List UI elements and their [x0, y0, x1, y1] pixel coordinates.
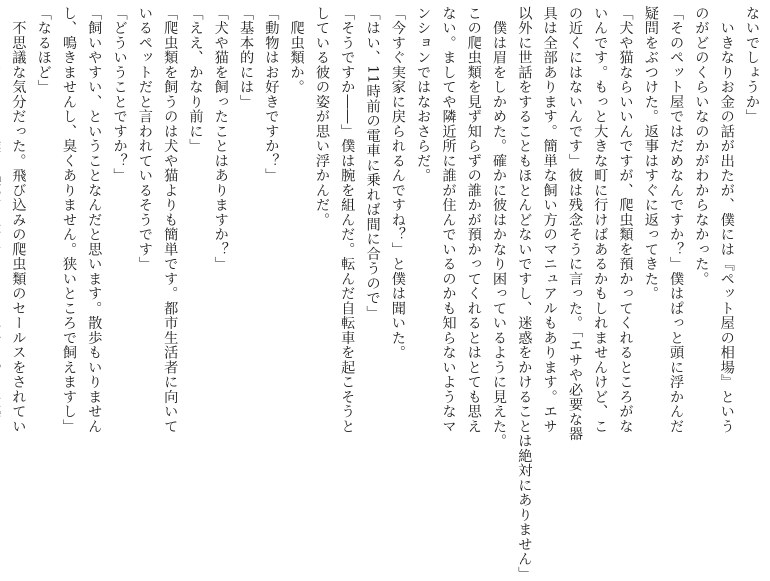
- text-line: のがどのくらいなのかがわからなかった。: [693, 6, 710, 287]
- text-line: している彼の姿が思い浮かんだ。: [313, 6, 330, 228]
- text-line: ない。ましてや隣近所に誰が住んでいるのかも知らないようなマ: [440, 6, 457, 434]
- text-line: 「犬や猫を飼ったことはありますか？」: [212, 6, 229, 272]
- text-line: ないでしょうか」: [744, 6, 760, 124]
- text-line: 「動物はお好きですか？」: [263, 6, 280, 183]
- text-line: ンションではなおさらだ。: [415, 6, 432, 183]
- text-line: 「爬虫類を飼うのは犬や猫よりも簡単です。都市生活者に向いて: [162, 6, 179, 434]
- text-line: [0, 6, 5, 484]
- text-line: いきなりお金の話が出たが、僕には『ペット屋の相場』という: [718, 6, 735, 434]
- text-line: 以外に世話をすることもほとんどないですし、迷惑をかけることは絶対にありません」: [516, 6, 533, 581]
- text-line: 「犬や猫ならいいんですが、爬虫類を預かってくれるところがな: [617, 6, 634, 434]
- text-line: 「そうですか――」僕は腕を組んだ。転んだ自転車を起こそうと: [339, 6, 356, 434]
- text-line: 「今すぐ実家に戻られるんですね？」と僕は聞いた。: [389, 6, 406, 360]
- text-line: 「なるほど」: [35, 6, 52, 95]
- text-line: 「飼いやすい、ということなんだと思います。散歩もいりません: [86, 6, 103, 434]
- text-line: 「どういうことですか？」: [111, 6, 128, 183]
- text-line: いんです。もっと大きな町に行けばあるかもしれませんけど、こ: [592, 6, 609, 434]
- text-line: 「基本的には」: [238, 6, 255, 110]
- text-line: 具は全部あります。簡単な飼い方のマニュアルもあります。エサ: [541, 6, 558, 434]
- vertical-text-body: [4, 6, 764, 581]
- text-line: 僕は眉をしかめた。確かに彼はかなり困っているように見えた。: [491, 6, 508, 449]
- text-line: の近くにはないんです」彼は残念そうに言った。「エサや必要な器: [566, 6, 583, 442]
- text-line: 「そのペット屋ではだめなんですか？」僕はぱっと頭に浮かんだ: [668, 6, 685, 434]
- text-line: 爬虫類か。: [288, 6, 305, 95]
- text-line: この爬虫類を見ず知らずの誰かが預かってくれるとはとても思え: [465, 6, 482, 434]
- text-line: 疑問をぶつけた。返事はすぐに返ってきた。: [642, 6, 659, 301]
- text-line: し、鳴きませんし、臭くありません。狭いところで飼えますし」: [60, 6, 77, 434]
- text-line: いるペットだと言われているそうです」: [136, 6, 153, 272]
- text-line: 「ええ、かなり前に」: [187, 6, 204, 154]
- text-line: 不思議な気分だった。飛び込みの爬虫類のセールスをされてい: [10, 6, 27, 434]
- text-line: 「はい、11時前の電車に乗れば間に合うので」: [364, 6, 381, 321]
